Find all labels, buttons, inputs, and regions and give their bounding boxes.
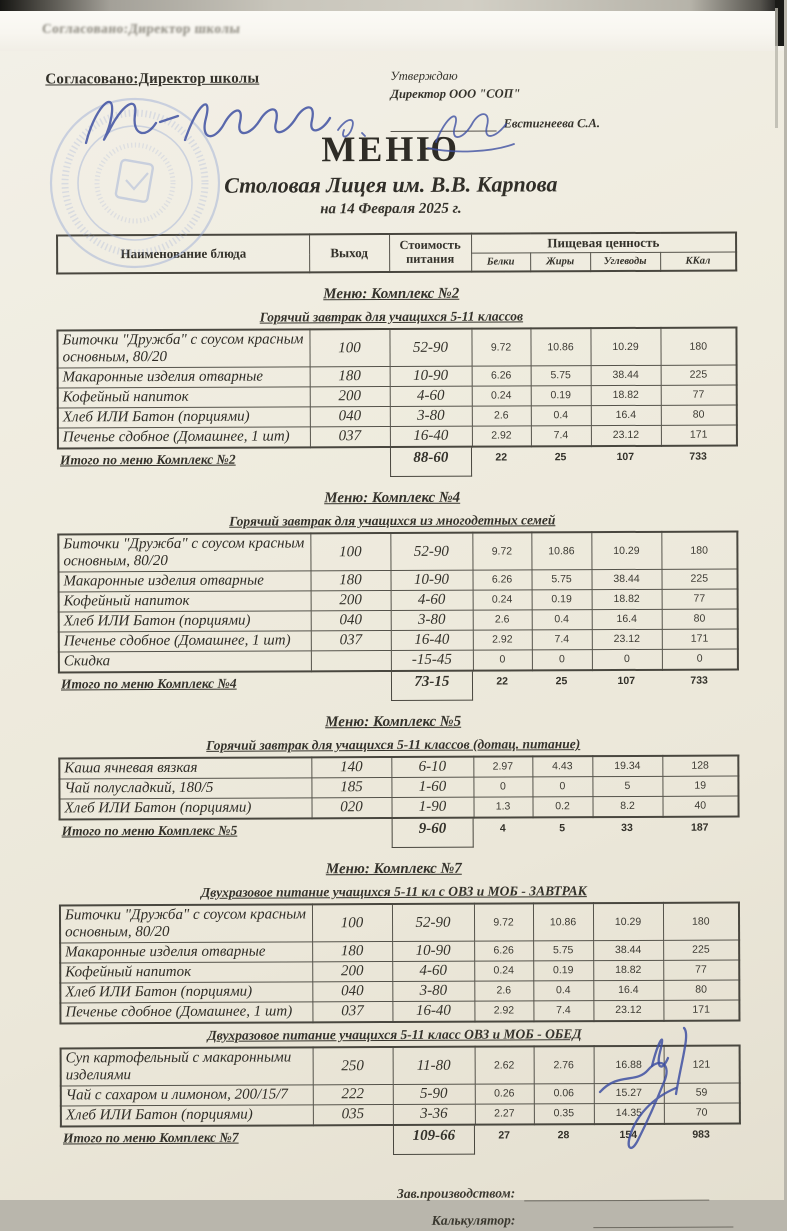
fat-cell: 5.75 [533,941,593,961]
fat-cell: 2.76 [534,1046,594,1084]
dish-name-cell: Чай с сахаром и лимоном, 200/15/7 [61,1085,313,1106]
dish-row [59,796,738,819]
cost-cell: 16-40 [392,1001,474,1022]
protein-cell: 0.24 [472,386,531,406]
section-title: Меню: Комплекс №5 [325,713,462,731]
col-cost: Стоимость питания [389,234,471,272]
protein-cell: 2.27 [475,1104,534,1125]
cost-cell: 3-80 [390,406,472,426]
total-carbs: 154 [619,1128,638,1142]
carbs-cell: 5 [592,776,662,796]
col-kcal: ККал [660,252,736,271]
output-cell: 100 [312,904,392,942]
total-kcal: 733 [690,674,708,687]
kcal-cell: 128 [662,755,738,776]
protein-cell: 9.72 [471,328,530,366]
cost-cell: 4-60 [390,386,472,406]
section-title: Меню: Комплекс №4 [324,489,461,507]
fat-cell: 7.4 [531,426,591,447]
output-cell: 100 [310,533,390,571]
kcal-cell: 171 [663,1000,739,1021]
cost-cell: 10-90 [390,366,472,386]
cost-cell: 1-90 [391,797,473,818]
total-cost: 9-60 [392,819,474,848]
cost-cell: 52-90 [389,329,471,367]
protein-cell: 2.6 [474,981,533,1001]
cost-cell: 5-90 [393,1084,475,1104]
fat-cell: 7.4 [532,630,592,650]
total-fat: 28 [557,1129,570,1142]
canteen-name: Столовая Лицея им. В.В. Карпова [224,171,558,198]
approver-name: Евстигнеева С.А. [503,116,601,131]
fat-cell: 0.19 [532,590,592,610]
total-label: Итого по меню Комплекс №7 [62,1129,239,1146]
menu-table [57,530,739,673]
output-cell: 040 [312,982,392,1002]
output-cell: 250 [313,1047,393,1085]
carbs-cell: 14.35 [594,1103,664,1124]
output-cell: 040 [311,611,391,631]
dish-name-cell: Хлеб ИЛИ Батон (порциями) [58,407,310,428]
tables-area [0,231,787,1230]
carbs-cell: 38.44 [593,940,663,960]
kcal-cell: 80 [661,405,737,425]
total-protein: 27 [498,1129,511,1142]
dish-name-cell: Биточки "Дружба" с соусом красным основным, 80/20 [60,904,312,943]
dish-name-cell: Макаронные изделия отварные [59,571,311,592]
protein-cell: 0.24 [474,961,533,981]
cost-cell: 1-60 [391,777,473,797]
total-fat: 5 [559,822,566,835]
fat-cell: 0.4 [533,981,593,1001]
output-cell: 200 [311,591,391,611]
fat-cell: 0.2 [532,797,592,818]
fat-cell: 0.19 [531,386,591,406]
protein-cell: 2.6 [473,610,532,630]
total-fat: 25 [555,675,568,688]
kcal-cell: 40 [662,796,738,817]
menu-sections [0,284,787,1156]
carbs-cell: 18.82 [593,960,663,980]
section-subtitle: Горячий завтрак для учащихся 5-11 классов [259,308,524,325]
protein-cell: 9.72 [474,903,533,941]
menu-table [59,901,741,1024]
kcal-cell: 80 [663,980,739,1000]
carbs-cell: 18.82 [592,589,662,609]
fat-cell: 0.06 [534,1084,594,1104]
output-cell: 185 [311,778,391,798]
kcal-cell: 171 [661,425,737,446]
section-total-row [60,1124,739,1156]
total-label: Итого по меню Комплекс №4 [60,675,237,692]
carbs-cell: 16.4 [593,980,663,1000]
manager-label: Зав.производством: [396,1185,516,1201]
total-carbs: 107 [617,674,636,688]
section-subtitle: Двухразовое питание учащихся 5-11 класс ОВЗ и МОБ - ОБЕД [207,1026,582,1043]
cost-cell: 3-36 [393,1104,475,1125]
total-label: Итого по меню Комплекс №2 [59,451,236,468]
dish-row [59,649,738,672]
dish-name-cell: Суп картофельный с макаронными изделиями [61,1047,313,1086]
dish-row [61,1103,740,1126]
total-carbs: 33 [621,821,633,835]
carbs-cell: 10.29 [593,903,663,941]
protein-cell: 2.92 [472,426,531,447]
dish-row [60,1000,739,1023]
section-total-row [58,670,737,702]
menu-table [60,1044,741,1127]
total-kcal: 187 [690,821,709,834]
output-cell: 180 [312,942,392,962]
kcal-cell: 19 [662,776,738,796]
kcal-cell: 225 [663,940,739,960]
cost-cell: 16-40 [391,630,473,650]
protein-cell: 0.24 [473,590,532,610]
section-title: Меню: Комплекс №7 [325,860,462,878]
output-cell: 037 [310,427,390,448]
total-protein: 22 [496,675,509,688]
col-output: Выход [309,234,389,272]
carbs-cell: 16.4 [591,405,661,425]
output-cell: 180 [310,367,390,387]
protein-cell: 6.26 [474,941,533,961]
dish-name-cell: Чай полусладкий, 180/5 [59,778,311,799]
cost-cell: 16-40 [390,426,472,447]
menu-table [56,326,738,449]
dish-name-cell: Макаронные изделия отварные [60,942,312,963]
kcal-cell: 77 [663,960,739,980]
col-dish: Наименование блюда [57,234,309,273]
dish-name-cell: Кофейный напиток [60,962,312,983]
protein-cell: 0 [473,650,532,671]
col-nutrition: Пищевая ценность [471,232,736,253]
section-total-row [59,817,738,849]
output-cell [311,651,391,672]
carbs-cell: 0 [592,649,662,670]
cost-cell: 10-90 [392,941,474,961]
page-title: МЕНЮ [321,128,461,170]
dish-row [60,902,739,942]
carbs-cell: 19.34 [592,756,662,777]
cost-cell: 11-80 [393,1047,475,1085]
dish-name-cell: Хлеб ИЛИ Батон (порциями) [61,1105,313,1127]
fat-cell: 0 [532,650,592,671]
carbs-cell: 38.44 [591,365,661,385]
protein-cell: 0.26 [475,1084,534,1104]
fat-cell: 10.86 [531,532,591,570]
protein-cell: 2.97 [473,756,532,777]
section-title: Меню: Комплекс №2 [323,285,460,303]
total-cost: 88-60 [390,448,472,477]
dish-name-cell: Скидка [59,651,311,673]
total-cost: 109-66 [393,1126,475,1155]
section-subtitle: Двухразовое питание учащихся 5-11 кл с ОВЗ и МОБ - ЗАВТРАК [200,883,587,900]
protein-cell: 0 [473,777,532,797]
protein-cell: 2.92 [474,1001,533,1022]
kcal-cell: 77 [662,589,738,609]
protein-cell: 1.3 [473,797,532,818]
fat-cell: 0.19 [533,961,593,981]
cost-cell: 52-90 [390,533,472,571]
cost-cell: 6-10 [391,757,473,778]
output-cell: 037 [312,1002,392,1023]
total-kcal: 733 [689,450,707,463]
total-kcal: 983 [692,1128,710,1141]
cost-cell: 10-90 [390,570,472,590]
fat-cell: 4.43 [532,756,592,777]
carbs-cell: 15.27 [594,1083,664,1103]
protein-cell: 2.6 [472,406,531,426]
carbs-cell: 38.44 [591,569,661,589]
total-protein: 4 [499,822,506,835]
fat-cell: 5.75 [531,570,591,590]
columns-header-table [56,231,737,274]
dish-row [58,531,737,571]
kcal-cell: 171 [662,629,738,649]
calculator-signature-line [593,1227,733,1229]
cost-cell: 3-80 [392,981,474,1001]
carbs-cell: 23.12 [592,629,662,649]
carbs-cell: 23.12 [593,1000,663,1021]
carbs-cell: 16.88 [594,1046,664,1084]
total-carbs: 107 [616,450,635,464]
dish-name-cell: Хлеб ИЛИ Батон (порциями) [59,798,311,820]
carbs-cell: 16.4 [592,609,662,629]
section-total-row [57,446,736,478]
cost-cell: 52-90 [392,904,474,942]
dish-name-cell: Хлеб ИЛИ Батон (порциями) [60,982,312,1003]
output-cell: 037 [311,631,391,651]
output-cell: 040 [310,407,390,427]
protein-cell: 6.26 [472,570,531,590]
menu-table [58,754,739,820]
protein-cell: 6.26 [472,366,531,386]
protein-cell: 2.62 [475,1046,534,1084]
section-subtitle: Горячий завтрак для учащихся из многодетных семей [229,512,556,529]
total-protein: 22 [495,451,508,464]
kcal-cell: 70 [664,1103,740,1124]
section-subtitle: Горячий завтрак для учащихся 5-11 классов (дотац. питание) [206,736,581,753]
dish-row [58,425,737,448]
calculator-label: Калькулятор: [431,1212,516,1228]
fat-cell: 10.86 [530,328,590,366]
kcal-cell: 59 [664,1083,740,1103]
dish-name-cell: Биточки "Дружба" с соусом красным основным, 80/20 [58,533,310,572]
output-cell: 200 [312,962,392,982]
approve-line1: Утверждаю [390,68,458,84]
cost-cell: -15-45 [391,650,473,671]
dish-name-cell: Макаронные изделия отварные [58,367,310,388]
approval-block [390,68,600,132]
output-cell: 100 [309,329,389,367]
total-label: Итого по меню Комплекс №5 [61,822,238,839]
kcal-cell: 0 [662,649,738,670]
dish-name-cell: Кофейный напиток [58,387,310,408]
dish-name-cell: Печенье сдобное (Домашнее, 1 шт) [59,631,311,652]
dish-name-cell: Биточки "Дружба" с соусом красным основным, 80/20 [57,329,309,368]
output-cell: 180 [311,571,391,591]
fat-cell: 0.4 [532,610,592,630]
dish-row [57,327,736,367]
dish-row [61,1045,740,1085]
dish-name-cell: Кофейный напиток [59,591,311,612]
carbs-cell: 10.29 [591,532,661,570]
output-cell: 020 [311,798,391,819]
output-cell: 035 [313,1105,393,1126]
kcal-cell: 180 [663,902,739,940]
kcal-cell: 225 [661,569,737,589]
agreed-label: Согласовано:Директор школы [45,70,260,88]
cost-cell: 4-60 [392,961,474,981]
col-fat: Жиры [530,253,590,272]
fat-cell: 0.4 [531,406,591,426]
cost-cell: 3-80 [391,610,473,630]
footer-signatures [3,1173,787,1230]
kcal-cell: 121 [664,1045,740,1083]
dish-name-cell: Печенье сдобное (Домашнее, 1 шт) [58,427,310,449]
fat-cell: 5.75 [531,366,591,386]
carbs-cell: 8.2 [592,796,662,817]
kcal-cell: 225 [661,365,737,385]
total-cost: 73-15 [391,672,473,701]
carbs-cell: 23.12 [591,425,661,446]
output-cell: 140 [311,757,391,778]
kcal-cell: 77 [661,385,737,405]
dish-name-cell: Каша ячневая вязкая [59,757,311,779]
dish-row [59,755,738,778]
col-carbs: Углеводы [590,252,660,271]
fat-cell: 0.35 [534,1104,594,1125]
menu-date: на 14 Февраля 2025 г. [320,200,462,218]
ghost-header-text: Согласовано:Директор школы [41,21,241,36]
dish-name-cell: Хлеб ИЛИ Батон (порциями) [59,611,311,632]
carbs-cell: 18.82 [591,385,661,405]
total-fat: 25 [554,451,567,464]
col-protein: Белки [471,253,530,272]
kcal-cell: 180 [660,327,736,365]
dish-name-cell: Печенье сдобное (Домашнее, 1 шт) [60,1002,312,1024]
kcal-cell: 180 [661,531,737,569]
fat-cell: 0 [532,777,592,797]
protein-cell: 2.92 [473,630,532,650]
output-cell: 200 [310,387,390,407]
fat-cell: 10.86 [533,903,593,941]
carbs-cell: 10.29 [590,328,660,366]
protein-cell: 9.72 [472,532,531,570]
cost-cell: 4-60 [391,590,473,610]
approve-line2: Директор ООО "СОП" [390,86,521,102]
fat-cell: 7.4 [533,1001,593,1022]
kcal-cell: 80 [662,609,738,629]
output-cell: 222 [313,1085,393,1105]
